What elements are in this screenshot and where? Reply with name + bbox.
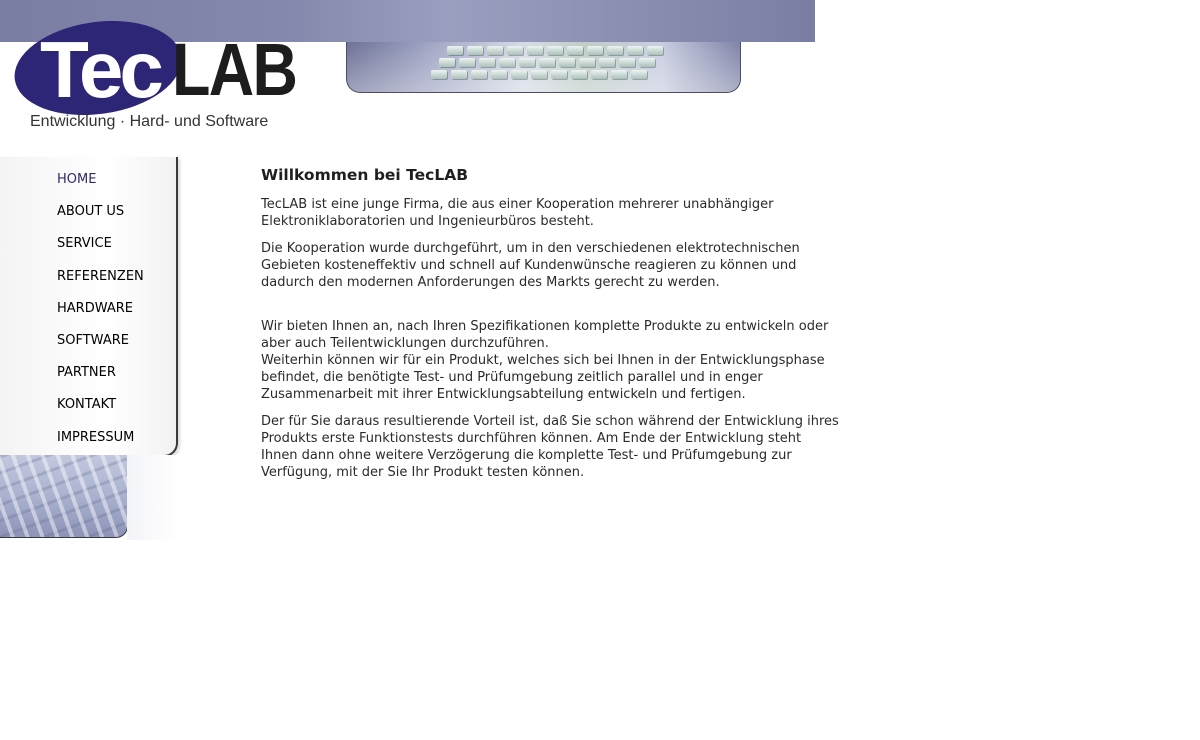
- nav-item-home[interactable]: HOME: [57, 172, 97, 187]
- content-paragraph: TecLAB ist eine junge Firma, die aus einer Kooperation mehrerer unabhängiger Elektroniklaboratorien und Ingenieurbüros besteht.: [261, 197, 774, 229]
- content-paragraph: Der für Sie daraus resultierende Vorteil ist, daß Sie schon während der Entwicklung ihres Produkts erste Funktionstests durchführen können. Am Ende der Entwicklung steht Ihnen dann ohne weitere Verzögerung die komplette Test- und Prüfumgebung zur Verfügung, mit der Sie Ihr Produkt testen können.: [261, 414, 839, 480]
- sidebar-keyboard-image: [0, 455, 128, 538]
- nav-item-about-us[interactable]: ABOUT US: [57, 204, 125, 220]
- nav-item-impressum[interactable]: IMPRESSUM: [57, 429, 135, 445]
- keyboard-banner-image: [346, 42, 741, 93]
- content-paragraph: Wir bieten Ihnen an, nach Ihren Spezifikationen komplette Produkte zu entwickeln oder aber auch Teilentwicklungen durchzuführen.: [261, 319, 829, 351]
- content-paragraph: Die Kooperation wurde durchgeführt, um in den verschiedenen elektrotechnischen Gebieten kosteneffektiv und schnell auf Kundenwünsche reagieren zu können und dadurch den modernen Anforderungen des Markts gerecht zu werden.: [261, 241, 800, 290]
- sidebar-nav: [0, 157, 178, 457]
- nav-item-partner[interactable]: PARTNER: [57, 365, 116, 381]
- nav-item-hardware[interactable]: HARDWARE: [57, 300, 133, 316]
- banner-key-row: [431, 70, 647, 80]
- logo-tec-text: Tec: [40, 25, 160, 114]
- banner-key-row: [439, 58, 655, 68]
- sidebar-image-fade: [127, 455, 179, 540]
- nav-item-referenzen[interactable]: REFERENZEN: [57, 268, 144, 284]
- page-title: Willkommen bei TecLAB: [261, 166, 469, 184]
- content-paragraph: Weiterhin können wir für ein Produkt, welches sich bei Ihnen in der Entwicklungsphase befindet, die benötigte Test- und Prüfumgebung zeitlich parallel und in enger Zusammenarbeit mit ihrer Entwicklungsabteilung entwickeln und fertigen.: [261, 353, 825, 402]
- nav-item-kontakt[interactable]: KONTAKT: [57, 397, 117, 413]
- logo-tagline: Entwicklung · Hard- und Software: [30, 113, 269, 130]
- main-content: [261, 165, 841, 491]
- nav-item-software[interactable]: SOFTWARE: [57, 332, 129, 348]
- banner-key-row: [447, 46, 663, 56]
- logo-lab-text: LAB: [172, 28, 297, 111]
- nav-item-service[interactable]: SERVICE: [57, 236, 112, 252]
- teclab-logo[interactable]: [14, 22, 304, 137]
